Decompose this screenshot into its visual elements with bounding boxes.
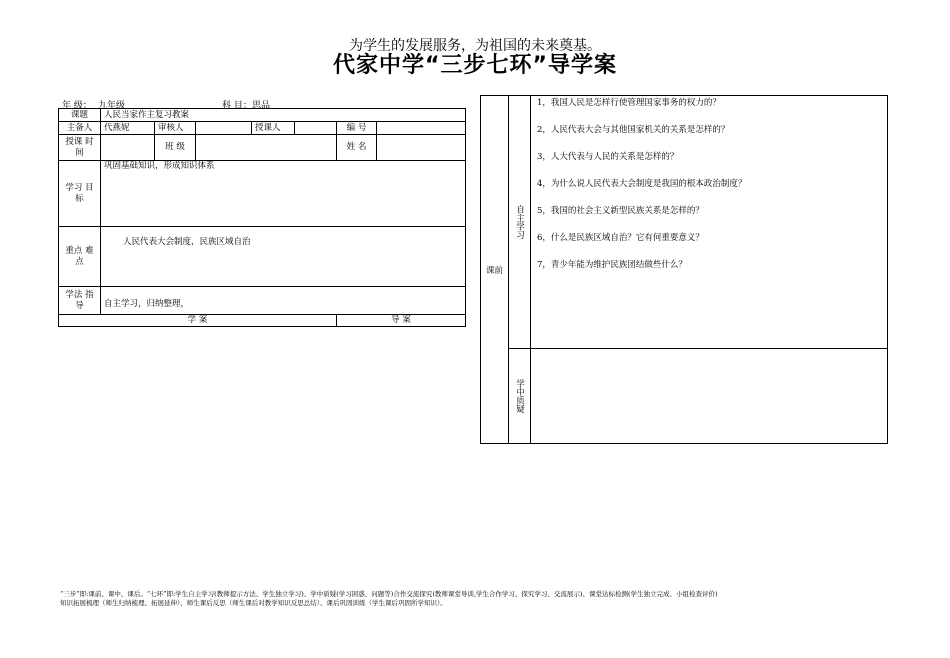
teacher-value [295, 122, 337, 135]
inquiry-label: 学中质疑 [514, 379, 525, 413]
study-case-header: 学 案 [59, 315, 337, 327]
class-label: 班 级 [155, 135, 196, 161]
questions-cell [531, 96, 888, 349]
method-label: 学法 指导 [59, 287, 101, 315]
number-value [377, 122, 466, 135]
question-item: 7，青少年能为维护民族团结做些什么？ [537, 260, 687, 270]
class-value [196, 135, 337, 161]
motto: 为学生的发展服务，为祖国的未来奠基。 [349, 38, 601, 54]
preclass-table [480, 95, 888, 444]
question-item: 6，什么是民族区域自治？它有何重要意义？ [537, 233, 704, 243]
goal-label: 学习 目标 [59, 161, 101, 227]
inquiry-label-cell [509, 349, 531, 444]
question-item: 5，我国的社会主义新型民族关系是怎样的？ [537, 206, 704, 216]
question-item: 1，我国人民是怎样行使管理国家事务的权力的？ [537, 98, 721, 108]
footer-line-2: 知识拓展梳理（师生归纳梳理、拓展延伸）、师生课后反思（师生课后对教学知识反思总结）、课后巩固训练（学生课后巩固所学知识）。 [60, 599, 447, 607]
self-study-label: 自主学习 [514, 205, 525, 239]
inquiry-content [531, 349, 888, 444]
info-table [58, 108, 466, 327]
name-label: 姓 名 [337, 135, 377, 161]
question-item: 3，人大代表与人民的关系是怎样的？ [537, 152, 679, 162]
page-title: 代家中学“三步七环”导学案 [333, 53, 617, 78]
name-value [377, 135, 466, 161]
time-value [101, 135, 155, 161]
grade-label: 年 级： [62, 101, 92, 111]
self-study-label-cell [509, 96, 531, 349]
method-value: 自主学习，归纳整理， [101, 287, 466, 315]
grade-value: 九年级 [98, 101, 126, 111]
subject-value: 思品 [252, 101, 271, 111]
preparer-label: 主备人 [59, 122, 101, 135]
reviewer-value [196, 122, 252, 135]
topic-label: 课题 [59, 109, 101, 122]
question-item: 4，为什么说人民代表大会制度是我国的根本政治制度？ [537, 179, 747, 189]
key-label: 重点 难点 [59, 227, 101, 287]
teacher-label: 授课人 [252, 122, 295, 135]
preclass-label: 课前 [481, 96, 509, 444]
time-label: 授课 时间 [59, 135, 101, 161]
goal-value: 巩固基础知识，形成知识体系 [101, 161, 466, 227]
topic-value: 人民当家作主复习教案 [101, 109, 466, 122]
question-list [531, 96, 887, 287]
key-value: 人民代表大会制度，民族区域自治 [101, 227, 466, 287]
footer-note [60, 590, 890, 608]
question-item: 2，人民代表大会与其他国家机关的关系是怎样的？ [537, 125, 730, 135]
number-label: 编 号 [337, 122, 377, 135]
reviewer-label: 审核人 [155, 122, 196, 135]
preparer-value: 代燕妮 [101, 122, 155, 135]
subject-label: 科 目： [222, 101, 252, 111]
footer-line-1: “三步”即:课前、课中、课后。“七环”即:学生自主学习(教师提示方法、学生独立学习)、学中质疑(学习困惑、问题等)合作交流探究(教师课堂导训,学生合作学习、探究学习、交流展示)、课堂达标检测(学生独立完成、小组检查评价) [60, 590, 718, 598]
guide-case-header: 导 案 [337, 315, 466, 327]
